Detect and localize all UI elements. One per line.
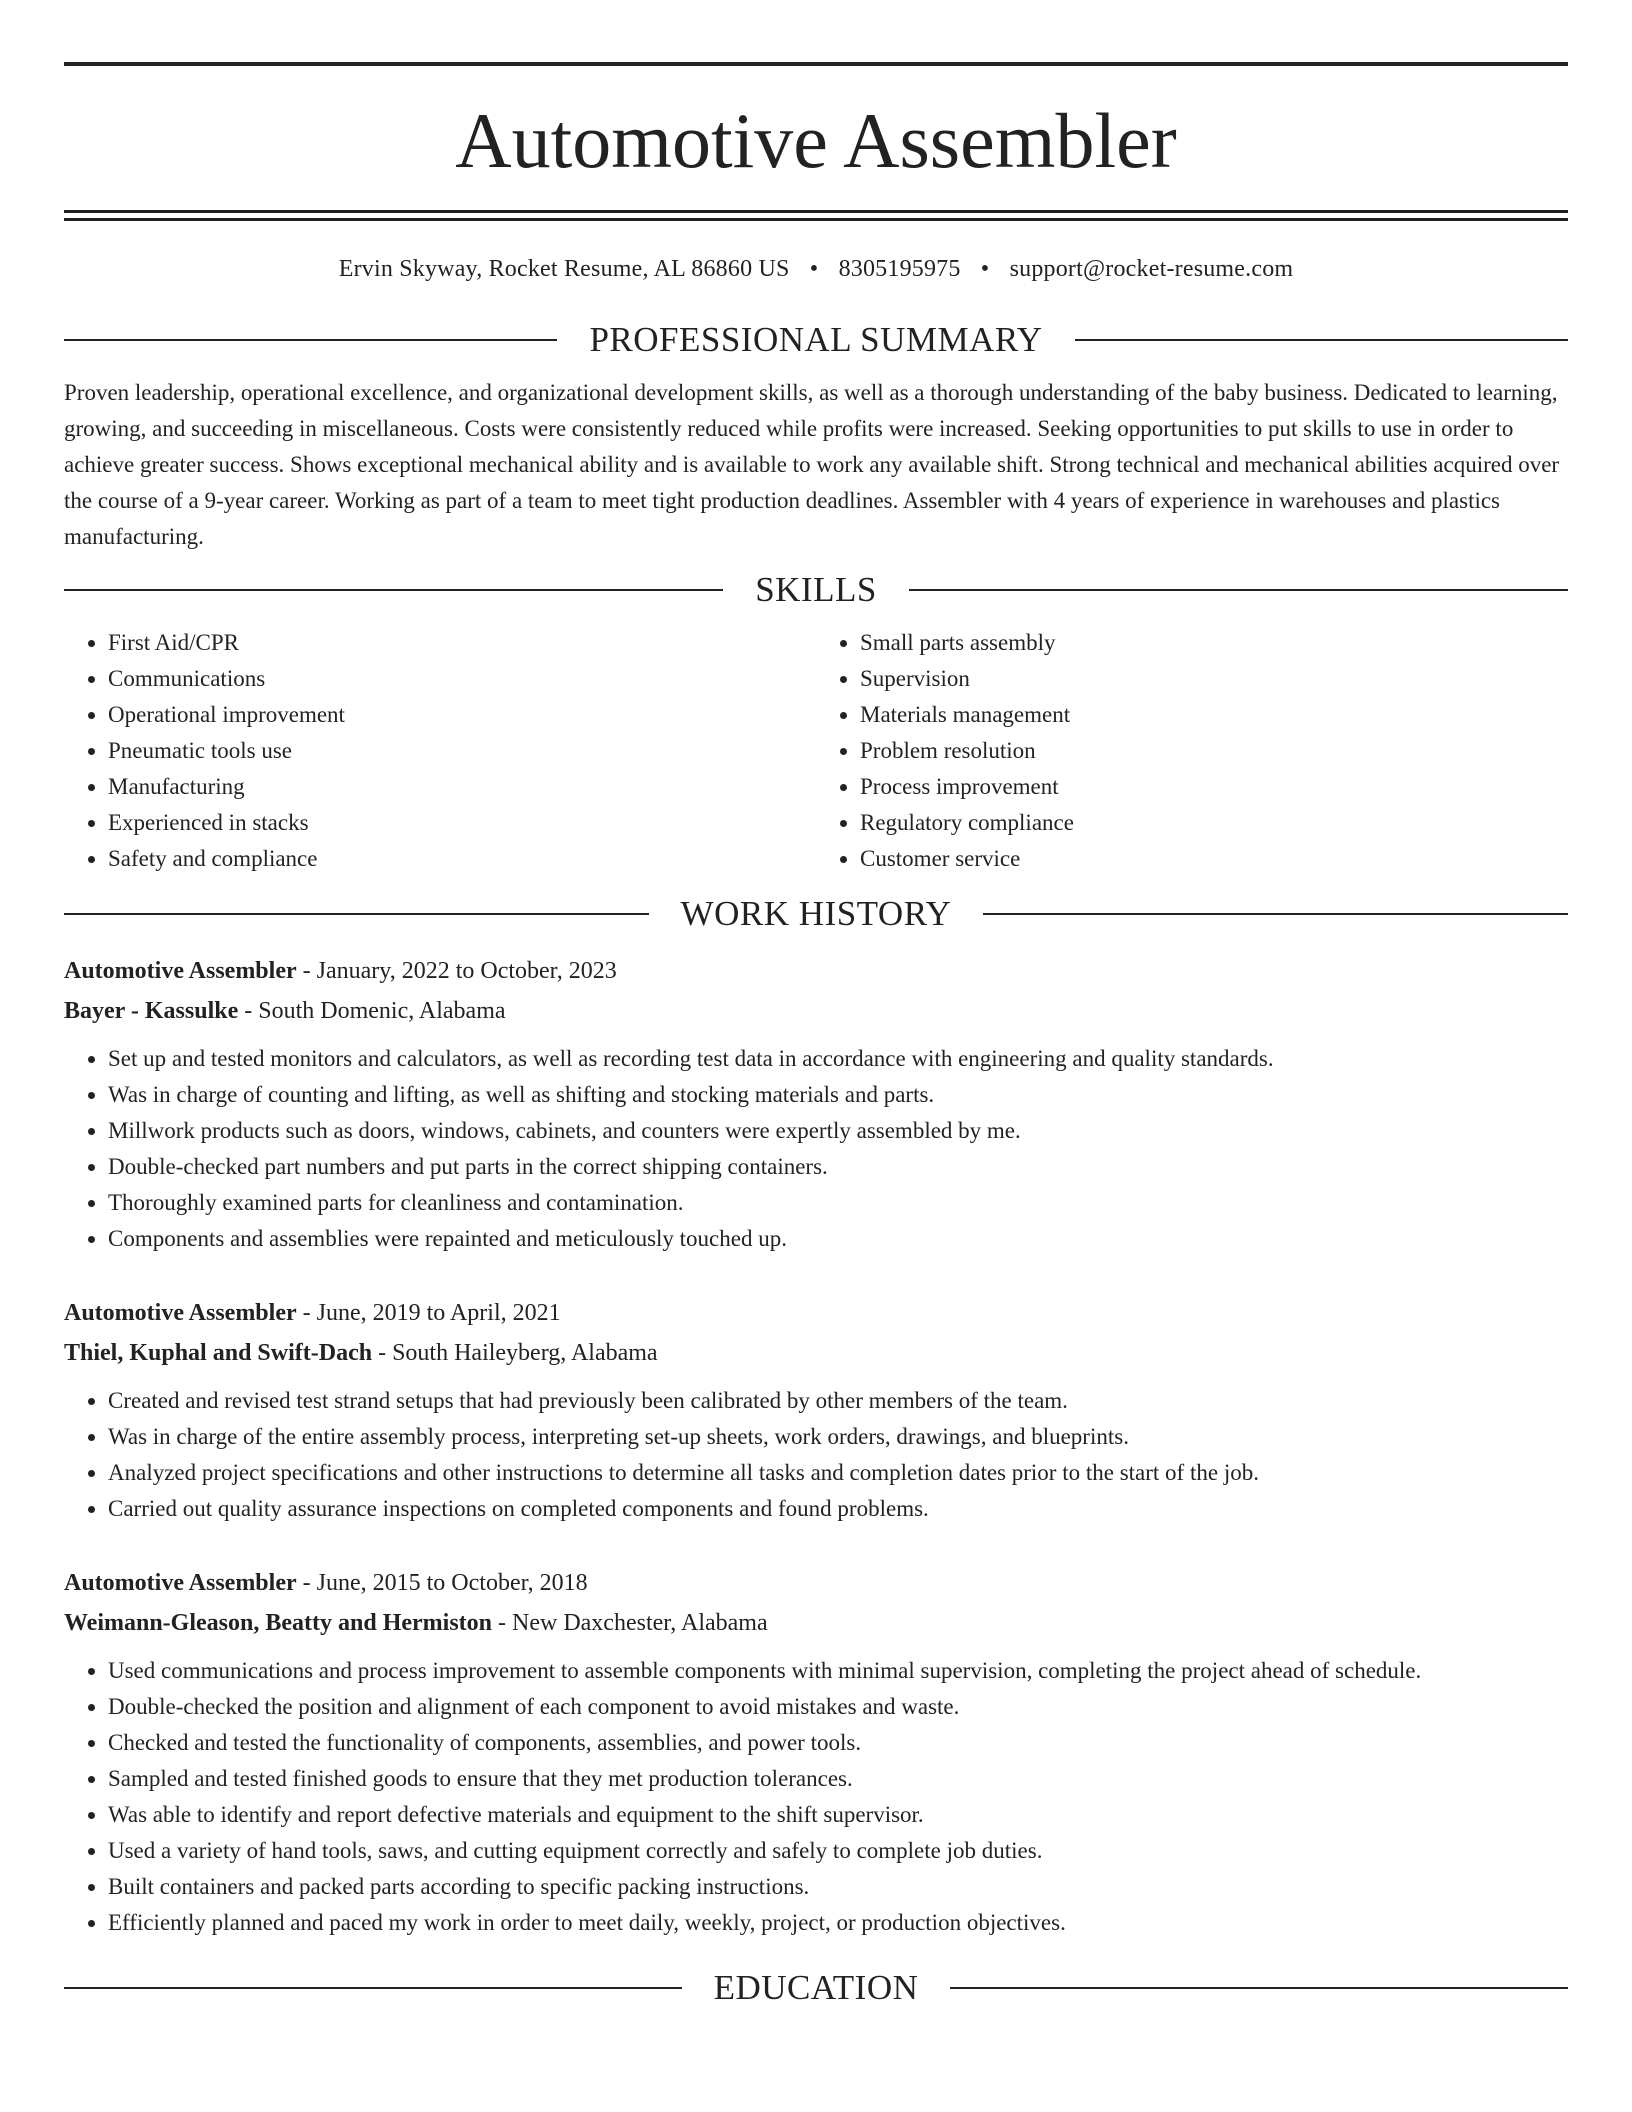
job-company: Bayer - Kassulke	[64, 998, 239, 1024]
job-title: Automotive Assembler	[64, 1570, 297, 1596]
job-duties-list	[64, 1653, 1568, 1941]
job-entry	[64, 1293, 1568, 1527]
skill-item: • Regulatory compliance	[860, 805, 1568, 841]
job-duty: • Used communications and process improvement to assemble components with minimal supervision, completing the project ahead of schedule.	[108, 1653, 1568, 1689]
contact-email: support@rocket-resume.com	[1009, 256, 1294, 282]
job-duty: • Efficiently planned and paced my work in order to meet daily, weekly, project, or production objectives.	[108, 1905, 1568, 1941]
job-company-line	[64, 991, 1568, 1031]
section-heading-skills	[64, 567, 1568, 613]
job-duties-list	[64, 1041, 1568, 1257]
job-duty: • Thoroughly examined parts for cleanliness and contamination.	[108, 1185, 1568, 1221]
skill-item: • Experienced in stacks	[108, 805, 816, 841]
skills-list-right	[816, 625, 1568, 877]
job-dates: - June, 2015 to October, 2018	[296, 1570, 588, 1596]
contact-address: Ervin Skyway, Rocket Resume, AL 86860 US	[338, 256, 790, 282]
contact-separator: •	[809, 256, 819, 282]
contact-line	[64, 254, 1568, 284]
job-location: - South Haileyberg, Alabama	[372, 1340, 658, 1366]
job-entry	[64, 1563, 1568, 1941]
resume-title: Automotive Assembler	[455, 97, 1177, 184]
contact-separator: •	[980, 256, 990, 282]
skill-item: • Communications	[108, 661, 816, 697]
heading-rule-left	[64, 589, 723, 591]
heading-rule-right	[950, 1987, 1568, 1989]
job-duty: • Sampled and tested finished goods to ensure that they met production tolerances.	[108, 1761, 1568, 1797]
job-duty: • Millwork products such as doors, windows, cabinets, and counters were expertly assembled by me.	[108, 1113, 1568, 1149]
skill-item: • Pneumatic tools use	[108, 733, 816, 769]
skill-item: • First Aid/CPR	[108, 625, 816, 661]
skill-item: • Supervision	[860, 661, 1568, 697]
skills-columns	[64, 625, 1568, 877]
job-duties-list	[64, 1383, 1568, 1527]
heading-rule-right	[909, 589, 1568, 591]
section-heading-work-history	[64, 891, 1568, 937]
heading-rule-left	[64, 339, 557, 341]
heading-rule-left	[64, 1987, 682, 1989]
job-title-line	[64, 1293, 1568, 1333]
title-double-rule	[64, 210, 1568, 221]
section-heading-education	[64, 1965, 1568, 2011]
job-duty: • Set up and tested monitors and calculators, as well as recording test data in accordance with engineering and quality standards.	[108, 1041, 1568, 1077]
section-heading-label: PROFESSIONAL SUMMARY	[589, 320, 1043, 359]
contact-phone: 8305195975	[838, 256, 961, 282]
skill-item: • Problem resolution	[860, 733, 1568, 769]
job-location: - New Daxchester, Alabama	[492, 1610, 768, 1636]
job-duty: • Double-checked part numbers and put parts in the correct shipping containers.	[108, 1149, 1568, 1185]
heading-rule-right	[983, 913, 1568, 915]
job-dates: - January, 2022 to October, 2023	[296, 958, 617, 984]
job-company-line	[64, 1603, 1568, 1643]
job-duty: • Analyzed project specifications and other instructions to determine all tasks and completion dates prior to the start of the job.	[108, 1455, 1568, 1491]
job-duty: • Was able to identify and report defective materials and equipment to the shift supervisor.	[108, 1797, 1568, 1833]
skill-item: • Operational improvement	[108, 697, 816, 733]
section-heading-label: SKILLS	[755, 570, 877, 609]
top-rule	[64, 62, 1568, 66]
job-duty: • Was in charge of the entire assembly process, interpreting set-up sheets, work orders, drawings, and blueprints.	[108, 1419, 1568, 1455]
skill-item: • Small parts assembly	[860, 625, 1568, 661]
job-title-line	[64, 951, 1568, 991]
section-heading-label: EDUCATION	[713, 1968, 919, 2007]
summary-text: Proven leadership, operational excellence, and organizational development skills, as well as a thorough understanding of the baby business. Dedicated to learning, growing, and succeeding in miscellaneous. Costs were consistently reduced while profits were increased. Seeking opportunities to put skills to use in order to achieve greater success. Shows exceptional mechanical ability and is available to work any available shift. Strong technical and mechanical abilities acquired over the course of a 9-year career. Working as part of a team to meet tight production deadlines. Assembler with 4 years of experience in warehouses and plastics manufacturing.	[64, 380, 1560, 549]
job-title: Automotive Assembler	[64, 1300, 297, 1326]
heading-rule-right	[1075, 339, 1568, 341]
job-duty: • Checked and tested the functionality of components, assemblies, and power tools.	[108, 1725, 1568, 1761]
job-duty: • Used a variety of hand tools, saws, and cutting equipment correctly and safely to complete job duties.	[108, 1833, 1568, 1869]
job-duty: • Was in charge of counting and lifting, as well as shifting and stocking materials and parts.	[108, 1077, 1568, 1113]
job-duty: • Components and assemblies were repainted and meticulously touched up.	[108, 1221, 1568, 1257]
job-company: Weimann-Gleason, Beatty and Hermiston	[64, 1610, 493, 1636]
job-title-line	[64, 1563, 1568, 1603]
heading-rule-left	[64, 913, 649, 915]
section-heading-summary	[64, 317, 1568, 363]
skill-item: • Safety and compliance	[108, 841, 816, 877]
job-location: - South Domenic, Alabama	[238, 998, 506, 1024]
skill-item: • Materials management	[860, 697, 1568, 733]
skills-list-left	[64, 625, 816, 877]
title-rule-lower	[64, 218, 1568, 221]
job-duty: • Built containers and packed parts according to specific packing instructions.	[108, 1869, 1568, 1905]
job-duty: • Double-checked the position and alignment of each component to avoid mistakes and waste.	[108, 1689, 1568, 1725]
job-title: Automotive Assembler	[64, 958, 297, 984]
job-duty: • Created and revised test strand setups that had previously been calibrated by other members of the team.	[108, 1383, 1568, 1419]
skill-item: • Process improvement	[860, 769, 1568, 805]
job-company-line	[64, 1333, 1568, 1373]
skill-item: • Customer service	[860, 841, 1568, 877]
section-heading-label: WORK HISTORY	[680, 894, 952, 933]
job-company: Thiel, Kuphal and Swift-Dach	[64, 1340, 373, 1366]
job-dates: - June, 2019 to April, 2021	[296, 1300, 561, 1326]
skill-item: • Manufacturing	[108, 769, 816, 805]
job-entry	[64, 951, 1568, 1257]
job-duty: • Carried out quality assurance inspections on completed components and found problems.	[108, 1491, 1568, 1527]
